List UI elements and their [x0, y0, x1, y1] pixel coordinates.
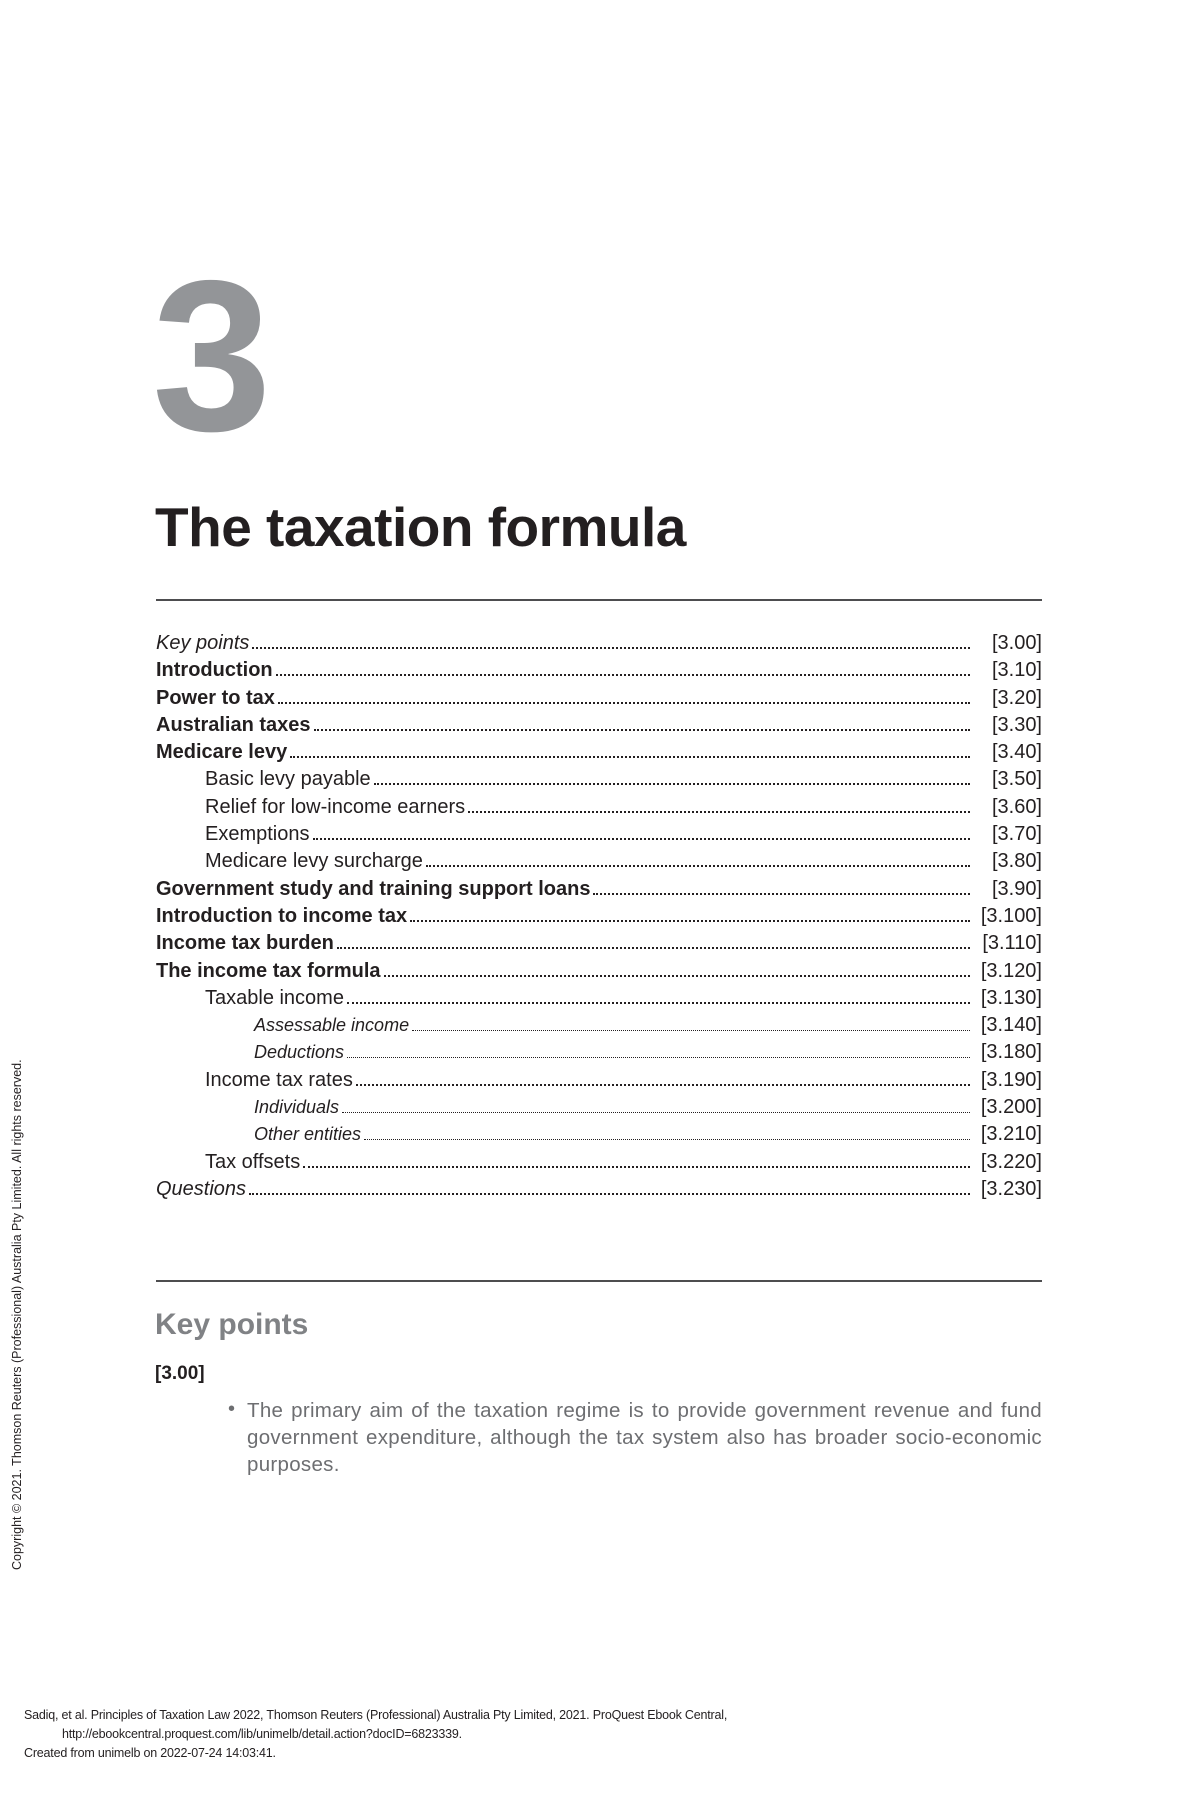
toc-entry-label: Government study and training support loans — [156, 877, 591, 900]
toc-entry-ref: [3.200] — [980, 1096, 1042, 1119]
toc-entry-ref: [3.50] — [991, 768, 1042, 791]
toc-entry-label: Power to tax — [156, 686, 275, 709]
toc-entry-ref: [3.60] — [991, 795, 1042, 818]
toc-entry[interactable] — [156, 712, 1042, 739]
toc-entry[interactable] — [156, 876, 1042, 903]
dot-leader — [374, 783, 970, 785]
dot-leader — [410, 920, 970, 922]
toc-entry-ref: [3.40] — [991, 741, 1042, 764]
chapter-title: The taxation formula — [155, 496, 686, 558]
citation-line: Sadiq, et al. Principles of Taxation Law 2022, Thomson Reuters (Professional) Australia Pty Limited, 2021. ProQuest Ebook Central, — [24, 1708, 728, 1722]
toc-entry-label: Key points — [156, 632, 250, 654]
toc-entry[interactable] — [156, 848, 1042, 875]
bullet-icon: • — [228, 1398, 236, 1420]
dot-leader — [347, 1057, 970, 1058]
toc-entry[interactable] — [156, 794, 1042, 821]
toc-entry-ref: [3.80] — [991, 850, 1042, 873]
toc-entry-ref: [3.140] — [980, 1014, 1042, 1037]
toc-entry-ref: [3.100] — [980, 904, 1042, 927]
toc-entry-label: Exemptions — [205, 823, 310, 846]
toc-entry-ref: [3.190] — [980, 1068, 1042, 1091]
citation-url[interactable]: http://ebookcentral.proquest.com/lib/unimelb/detail.action?docID=6823339. — [62, 1727, 462, 1741]
dot-leader — [249, 1193, 970, 1195]
toc-entry-ref: [3.220] — [980, 1150, 1042, 1173]
dot-leader — [252, 647, 970, 649]
toc-entry-label: Taxable income — [205, 986, 344, 1009]
toc-entry[interactable] — [156, 657, 1042, 684]
toc-entry[interactable] — [156, 1094, 1042, 1121]
toc-entry-label: Assessable income — [254, 1015, 410, 1036]
toc-entry-label: Questions — [156, 1177, 247, 1200]
toc-entry-ref: [3.10] — [991, 659, 1042, 682]
toc-entry[interactable] — [156, 985, 1042, 1012]
toc-entry-label: Income tax rates — [205, 1068, 353, 1091]
dot-leader — [356, 1084, 970, 1086]
toc-entry[interactable] — [156, 1067, 1042, 1094]
toc-entry[interactable] — [156, 1121, 1042, 1148]
toc-entry-label: Medicare levy surcharge — [205, 850, 423, 873]
toc-entry-label: Australian taxes — [156, 713, 311, 736]
section-heading-key-points: Key points — [155, 1308, 309, 1341]
dot-leader — [314, 729, 970, 731]
toc-entry-label: Medicare levy — [156, 741, 288, 764]
divider — [156, 1280, 1042, 1282]
dot-leader — [337, 947, 970, 949]
toc-entry-ref: [3.230] — [980, 1177, 1042, 1200]
toc-entry-label: Tax offsets — [205, 1150, 301, 1173]
toc-entry[interactable] — [156, 821, 1042, 848]
toc-entry[interactable] — [156, 1176, 1042, 1203]
dot-leader — [426, 865, 970, 867]
toc-entry[interactable] — [156, 739, 1042, 766]
toc-entry-ref: [3.70] — [991, 823, 1042, 846]
dot-leader — [468, 811, 970, 813]
toc-entry-ref: [3.210] — [980, 1123, 1042, 1146]
dot-leader — [313, 838, 971, 840]
toc-entry-ref: [3.110] — [982, 932, 1042, 955]
toc-entry-label: Other entities — [254, 1124, 362, 1145]
dot-leader — [290, 756, 970, 758]
toc-entry[interactable] — [156, 1149, 1042, 1176]
toc-entry-ref: [3.120] — [980, 959, 1042, 982]
toc-entry-label: Relief for low-income earners — [205, 795, 466, 818]
dot-leader — [347, 1002, 970, 1004]
divider — [156, 599, 1042, 601]
chapter-number: 3 — [152, 235, 268, 476]
toc-entry[interactable] — [156, 685, 1042, 712]
copyright-notice: Copyright © 2021. Thomson Reuters (Professional) Australia Pty Limited. All rights reserved. — [10, 1059, 24, 1570]
toc-entry[interactable] — [156, 930, 1042, 957]
toc-entry[interactable] — [156, 1012, 1042, 1039]
toc-entry-ref: [3.130] — [980, 986, 1042, 1009]
dot-leader — [342, 1112, 970, 1113]
dot-leader — [276, 674, 970, 676]
dot-leader — [593, 893, 970, 895]
toc-entry-ref: [3.180] — [980, 1041, 1042, 1064]
dot-leader — [278, 702, 970, 704]
toc-entry[interactable] — [156, 958, 1042, 985]
dot-leader — [412, 1030, 970, 1031]
toc-entry-ref: [3.90] — [991, 877, 1042, 900]
toc-entry-label: Introduction — [156, 659, 273, 682]
toc-entry[interactable] — [156, 766, 1042, 793]
toc-entry-ref: [3.00] — [991, 632, 1042, 654]
toc-entry-label: Individuals — [254, 1097, 340, 1118]
dot-leader — [364, 1139, 970, 1140]
toc-entry-label: Basic levy payable — [205, 768, 371, 791]
toc-entry-ref: [3.30] — [991, 713, 1042, 736]
paragraph-number: [3.00] — [155, 1363, 205, 1384]
bullet-text: The primary aim of the taxation regime is to provide government revenue and fund government expenditure, although the tax system also has broader socio-economic purposes. — [247, 1399, 1042, 1476]
toc-entry-label: Introduction to income tax — [156, 904, 408, 927]
toc-entry-label: The income tax formula — [156, 959, 381, 982]
toc-entry[interactable] — [156, 1039, 1042, 1066]
toc-entry-label: Deductions — [254, 1042, 345, 1063]
dot-leader — [384, 975, 971, 977]
dot-leader — [303, 1166, 970, 1168]
toc-entry[interactable] — [156, 903, 1042, 930]
created-line: Created from unimelb on 2022-07-24 14:03:41. — [24, 1746, 276, 1760]
toc-entry-label: Income tax burden — [156, 932, 334, 955]
table-of-contents — [156, 630, 1042, 1203]
toc-entry[interactable] — [156, 630, 1042, 657]
toc-entry-ref: [3.20] — [991, 686, 1042, 709]
